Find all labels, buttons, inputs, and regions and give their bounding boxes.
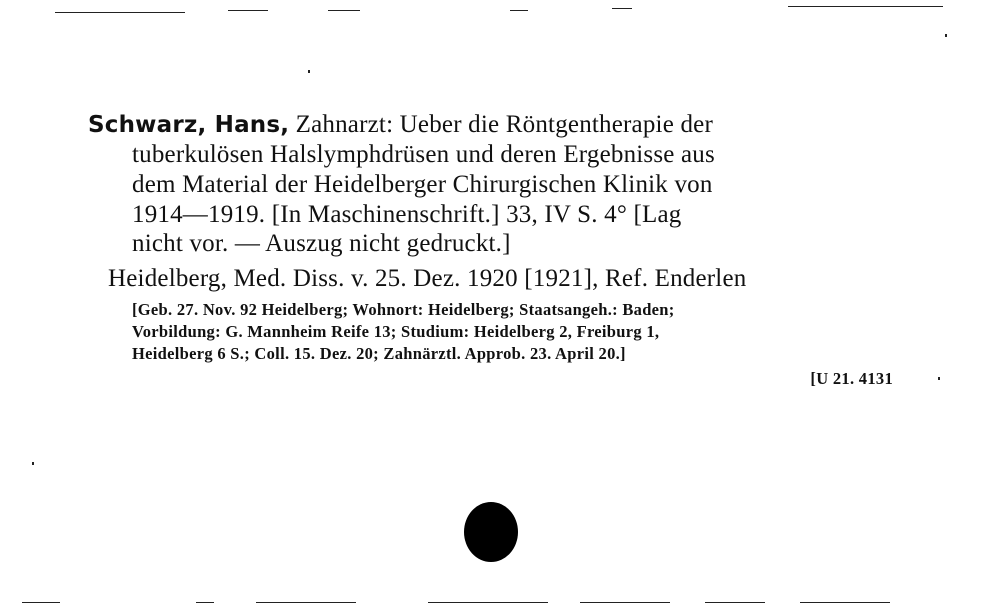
bio-line-3: Heidelberg 6 S.; Coll. 15. Dez. 20; Zahnärztl. Approb. 23. April 20.] <box>132 344 626 363</box>
top-edge-mark <box>510 10 528 11</box>
bottom-edge-mark <box>800 602 890 603</box>
bottom-edge-mark <box>256 602 356 603</box>
bottom-edge-mark <box>22 602 60 603</box>
top-edge-mark <box>612 8 632 9</box>
punch-hole <box>464 502 518 562</box>
bottom-edge-mark <box>428 602 548 603</box>
dissertation-line: Heidelberg, Med. Diss. v. 25. Dez. 1920 [1921], Ref. Enderlen <box>108 265 747 292</box>
entry-line-5: nicht vor. — Auszug nicht gedruckt.] <box>132 230 511 257</box>
entry-line-4: 1914—1919. [In Maschinenschrift.] 33, IV S. 4° [Lag <box>132 201 682 228</box>
bio-line-1: [Geb. 27. Nov. 92 Heidelberg; Wohnort: Heidelberg; Staatsangeh.: Baden; <box>132 300 675 319</box>
speck <box>938 377 940 380</box>
top-edge-mark <box>328 10 360 11</box>
entry-line-3: dem Material der Heidelberger Chirurgischen Klinik von <box>132 171 713 198</box>
author-name: Schwarz, Hans, <box>88 112 290 138</box>
entry-line-2: tuberkulösen Halslymphdrüsen und deren Ergebnisse aus <box>132 141 715 168</box>
speck <box>32 462 34 465</box>
title-start: Zahnarzt: Ueber die Röntgentherapie der <box>289 111 713 138</box>
entry-line-1 <box>88 110 713 140</box>
bottom-edge-mark <box>580 602 670 603</box>
bottom-edge-mark <box>705 602 765 603</box>
speck <box>308 70 310 73</box>
top-edge-mark <box>788 6 943 7</box>
bio-line-2: Vorbildung: G. Mannheim Reife 13; Studium: Heidelberg 2, Freiburg 1, <box>132 322 660 341</box>
catalog-number: [U 21. 4131 <box>810 369 893 388</box>
top-edge-mark <box>55 12 185 13</box>
bottom-edge-mark <box>196 602 214 603</box>
top-edge-mark <box>228 10 268 11</box>
speck <box>945 34 947 37</box>
